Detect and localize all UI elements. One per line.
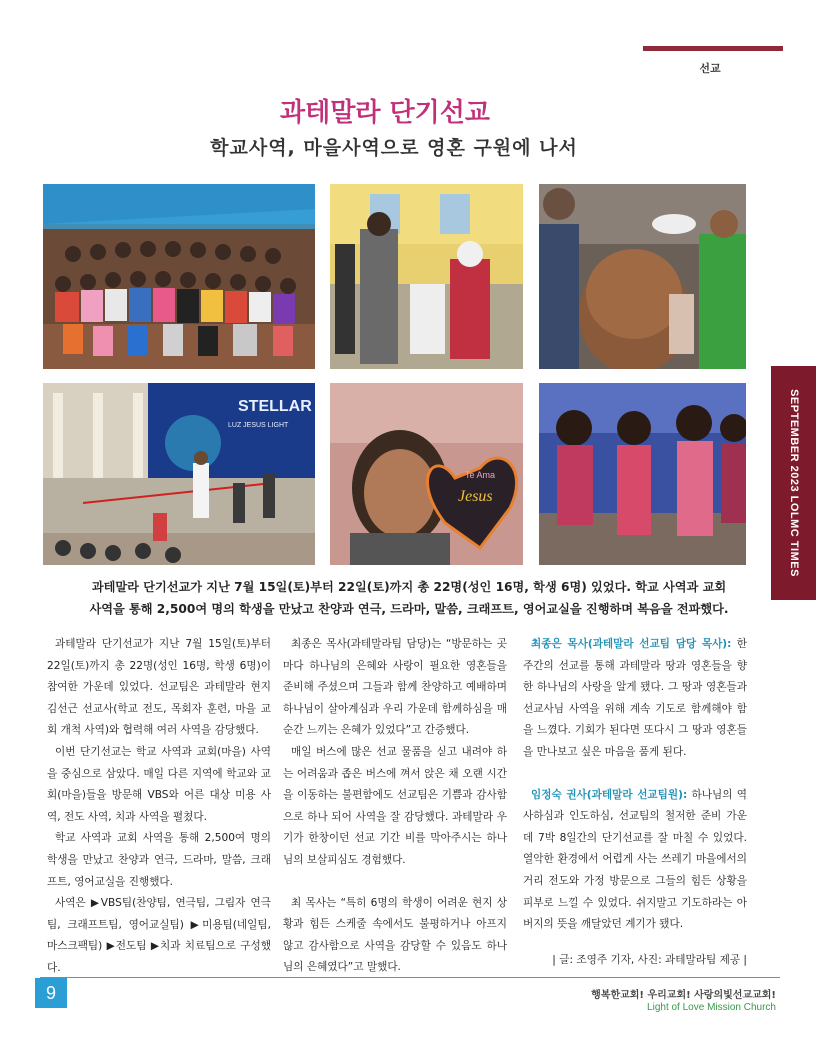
photo-care [539, 184, 746, 369]
side-tab-label: SEPTEMBER 2023 LOLMC TIMES [787, 389, 800, 577]
caption-line-2: 사역을 통해 2,500여 명의 학생을 만났고 찬양과 연극, 드라마, 말씀, 크래프트, 영어교실을 진행하며 복음을 전파했다. [89, 602, 729, 616]
body-paragraph: 매일 버스에 많은 선교 물품을 싣고 내려야 하는 어려움과 좁은 버스에 껴서 앉은 채 오랜 시간을 이동하는 불편함에도 선교팀은 기쁨과 감사함으로 하나 되어 사역을 잘 감당했다. 과테말라 우기가 한창이던 선교 기간 비를 막아주시는 하나님의 보살피심도 경험했다. [283, 745, 507, 866]
banner-subtitle: LUZ JESUS LIGHT [228, 422, 289, 429]
body-paragraph: 이번 단기선교는 학교 사역과 교회(마을) 사역을 중심으로 삼았다. 매일 다른 지역에 학교와 교회(마을)들을 방문해 VBS와 어른 대상 미용 사역, 전도 사역, 치과 사역을 펼쳤다. [47, 745, 271, 823]
photo-heart [330, 383, 523, 565]
photo-stage [43, 383, 315, 565]
byline: | 글: 조영주 기자, 사진: 과테말라팀 제공 | [552, 953, 747, 966]
body-paragraph: 학교 사역과 교회 사역을 통해 2,500여 명의 학생을 만났고 찬양과 연극, 드라마, 말씀, 크래프트, 영어교실을 진행했다. [47, 832, 271, 888]
footer-church-name: Light of Love Mission Church [647, 1002, 776, 1013]
footer-rule [40, 977, 780, 978]
photo-group [43, 184, 315, 369]
column-2 [283, 634, 507, 979]
heart-text-main: Jesus [458, 488, 493, 505]
banner-title: STELLAR [238, 398, 312, 415]
section-label: 선교 [699, 62, 721, 75]
body-paragraph: 사역은 ▶VBS팀(찬양팀, 연극팀, 그림자 연극팀, 크래프트팀, 영어교실팀) ▶미용팀(네일팀, 마스크팩팀) ▶전도팀 ▶치과 치료팀으로 구성했다. [47, 897, 271, 974]
body-paragraph: 최 목사는 “특히 6명의 학생이 어려운 현지 상황과 힘든 스케줄 속에서도 불평하거나 아프지 않고 감사함으로 사역을 감당할 수 있음도 하나님의 은혜였다”고 말했다. [283, 896, 507, 974]
article-title: 과테말라 단기선교 [280, 98, 490, 128]
speaker-name: 최종은 목사(과테말라 선교팀 담당 목사): [531, 638, 732, 650]
photo-caption [44, 576, 774, 620]
body-paragraph: 최종은 목사(과테말라팀 담당)는 “방문하는 곳마다 하나님의 은혜와 사랑이 필요한 영혼들을 준비해 주셨으며 그들과 함께 찬양하고 예배하며 하나님이 살아계심과 우리 가운데 함께하심을 매 순간 느끼는 은혜가 있었다”고 간증했다. [283, 638, 507, 737]
testimony-text: 한 주간의 선교를 통해 과테말라 땅과 영혼들을 향한 하나님의 사랑을 알게 됐다. 그 땅과 영혼들과 선교사님 사역을 위해 계속 기도로 함께해야 함을 느꼈다. 기회가 된다면 또다시 그 땅과 영혼들을 만나보고 싶은 마음을 품게 된다. [523, 638, 747, 758]
testimony-text: 하나님의 역사하심과 인도하심, 선교팀의 철저한 준비 가운데 7박 8일간의 단기선교를 잘 마칠 수 있었다. 열악한 환경에서 어렵게 사는 쓰레기 마을에서의 거리 전도와 가정 방문으로 그들의 힘든 상황을 피부로 느낄 수 있었다. 쉬지말고 기도하라는 아버지의 뜻을 깨달았던 계기가 됐다. [523, 788, 747, 931]
column-3 [523, 634, 747, 971]
body-paragraph: 과테말라 단기선교가 지난 7월 15일(토)부터 22일(토)까지 총 22명(성인 16명, 학생 6명)이 참여한 가운데 있었다. 선교팀은 과테말라 현지 김선근 선교사(학교 전도, 목회자 훈련, 마을 교회 개척 사역)와 협력해 여러 사역을 감당했다. [47, 638, 271, 737]
testimony-2 [523, 785, 747, 936]
photo-praying [539, 383, 746, 565]
heart-text-tag: Te Ama [465, 470, 496, 480]
footer-slogan-korean: 행복한교회! 우리교회! 사랑의빛선교교회! [591, 990, 776, 1001]
column-1 [47, 634, 271, 980]
photo-classroom [330, 184, 523, 369]
page-number: 9 [35, 978, 67, 1008]
side-tab [771, 366, 816, 600]
header-rule [643, 46, 783, 51]
caption-line-1: 과테말라 단기선교가 지난 7월 15일(토)부터 22일(토)까지 총 22명(성인 16명, 학생 6명) 있었다. 학교 사역과 교회 [91, 580, 727, 594]
testimony-1 [523, 634, 747, 764]
speaker-name: 임정숙 권사(과테말라 선교팀원): [531, 788, 688, 801]
article-subtitle: 학교사역, 마을사역으로 영혼 구원에 나서 [210, 137, 578, 159]
